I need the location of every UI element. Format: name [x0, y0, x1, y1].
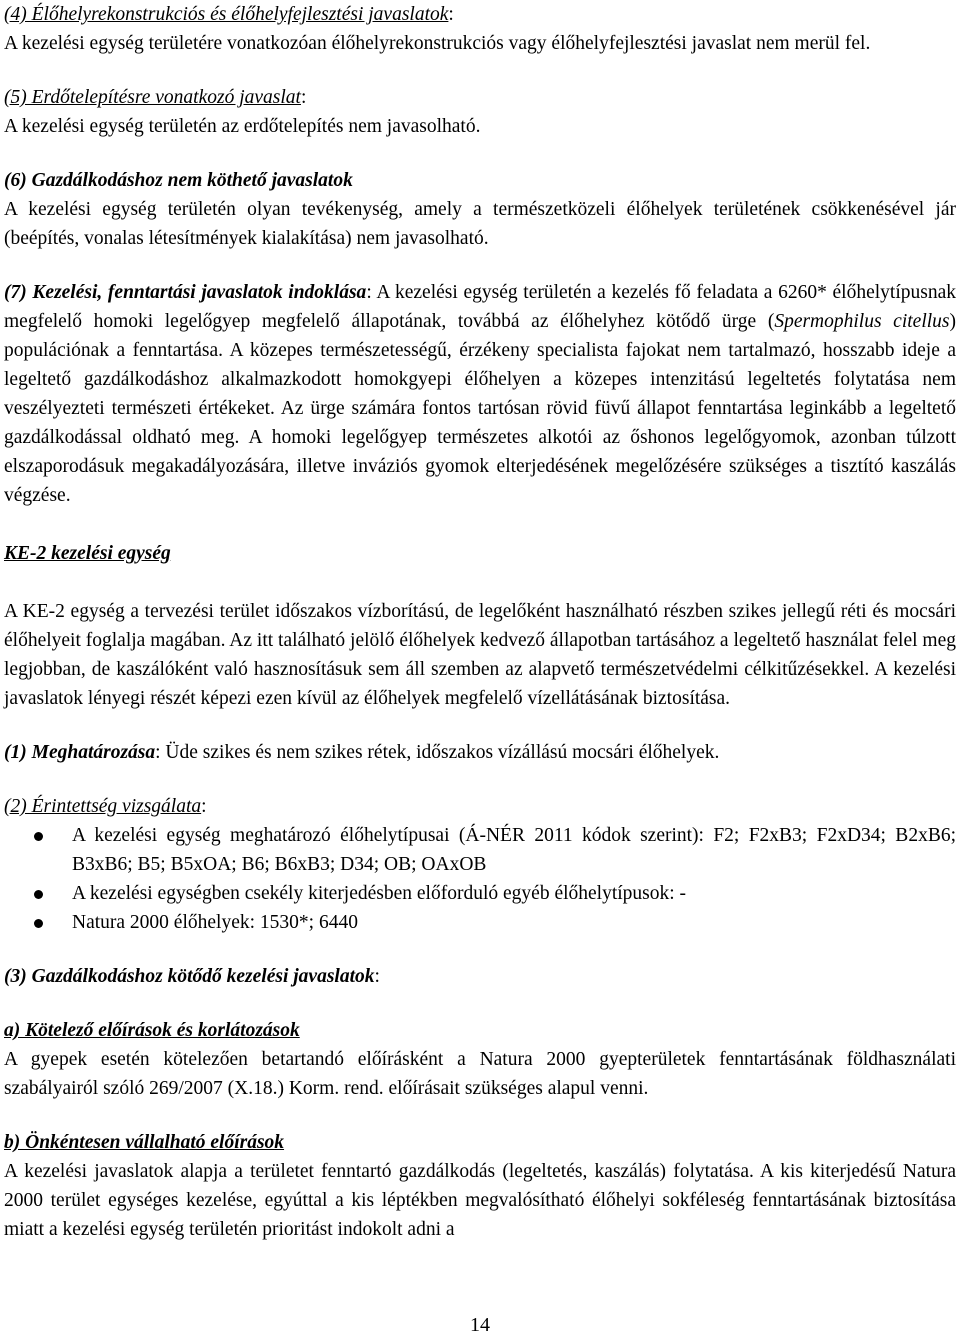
page-body	[4, 0, 956, 1244]
list-item-text: Natura 2000 élőhelyek: 1530*; 6440	[72, 912, 358, 933]
section-7-text-a: : A kezelési egység területén a kezelés fő feladata a 6260* élőhelytípusnak megfelelő homoki legelőgyep megfelelő állapotának, továbbá az élőhelyhez kötődő ürge (	[4, 282, 957, 332]
section-6-text: A kezelési egység területén olyan tevékenység, amely a természetközeli élőhelyek területének csökkenésével jár (beépítés, vonalas létesítmények kialakítása) nem javasolható.	[4, 199, 956, 249]
species-name: Spermophilus citellus	[774, 311, 950, 332]
list-item	[4, 821, 956, 879]
section-5-text: A kezelési egység területén az erdőtelepítés nem javasolható.	[4, 116, 481, 137]
section-6-heading: (6) Gazdálkodáshoz nem köthető javaslatok	[4, 170, 353, 191]
ke2-section-1-text: : Üde szikes és nem szikes rétek, időszakos vízállású mocsári élőhelyek.	[155, 742, 720, 763]
ke2-section-1-heading: (1) Meghatározása	[4, 742, 156, 763]
ke2-section-2-colon: :	[201, 796, 207, 817]
section-4-heading: (4) Élőhelyrekonstrukciós és élőhelyfejlesztési javaslatok	[4, 4, 449, 25]
ke2-section-1	[4, 738, 956, 767]
section-4-text: A kezelési egység területére vonatkozóan élőhelyrekonstrukciós vagy élőhelyfejlesztési javaslat nem merül fel.	[4, 33, 871, 54]
subsection-b	[4, 1128, 956, 1244]
list-item	[4, 879, 956, 908]
section-4-colon: :	[448, 4, 454, 25]
ke2-title: KE-2 kezelési egység	[4, 543, 171, 564]
ke2-section-3-heading: (3) Gazdálkodáshoz kötődő kezelési javaslatok	[4, 966, 375, 987]
bullet-icon	[34, 832, 43, 841]
list-item-text: A kezelési egység meghatározó élőhelytípusai (Á-NÉR 2011 kódok szerint): F2; F2xB3; F2xD34; B2xB6; B3xB6; B5; B5xOA; B6; B6xB3; D34; OB; OAxOB	[72, 825, 956, 875]
habitat-bullet-list	[4, 821, 956, 937]
section-5-colon: :	[300, 87, 307, 108]
bullet-icon	[34, 890, 43, 899]
ke2-intro: A KE-2 egység a tervezési terület időszakos vízborítású, de legelőként használható részben szikes jellegű réti és mocsári élőhelyeit foglalja magában. Az itt található jelölő élőhelyek kedvező állapotban tartásához a legeltető használat felel meg legjobban, de kaszálóként való hasznosításuk sem áll szemben az alapvető természetvédelmi célkitűzésekkel. A kezelési javaslatok lényegi részét képezi ezen kívül az élőhelyek megfelelő vízellátásának biztosítása.	[4, 601, 956, 709]
subsection-a-text: A gyepek esetén kötelezően betartandó előírásként a Natura 2000 gyepterületek fenntartásának földhasználati szabályairól szóló 269/2007 (X.18.) Korm. rend. előírásait szükséges alapul venni.	[4, 1049, 956, 1099]
section-7	[4, 278, 956, 510]
ke2-section-2-heading-line	[4, 792, 956, 821]
ke2-title-line	[4, 539, 956, 568]
ke2-section-3-heading-line	[4, 962, 956, 991]
list-item	[4, 908, 956, 937]
subsection-b-heading: b) Önkéntesen vállalható előírások	[4, 1132, 285, 1153]
list-item-text: A kezelési egységben csekély kiterjedésben előforduló egyéb élőhelytípusok: -	[72, 883, 687, 904]
subsection-b-text: A kezelési javaslatok alapja a területet fenntartó gazdálkodás (legeltetés, kaszálás) folytatása. A kis kiterjedésű Natura 2000 terület egységes kezelése, egyúttal a kis léptékben megvalósítható élőhelyi sokféleség fenntartásának biztosítása miatt a kezelési egység területén prioritást indokolt adni a	[4, 1161, 956, 1240]
section-5-heading: (5) Erdőtelepítésre vonatkozó javaslat	[4, 87, 301, 108]
bullet-icon	[34, 919, 43, 928]
section-7-heading: (7) Kezelési, fenntartási javaslatok indoklása	[4, 282, 367, 303]
section-4	[4, 0, 956, 58]
section-5	[4, 83, 956, 141]
section-7-text-b: ) populációnak a fenntartása. A közepes természetességű, érzékeny specialista fajokat nem tartalmazó, hosszabb ideje a legeltető gazdálkodáshoz alkalmazkodott homokgyepi élőhelyen a közepes intenzitású legeltetés folytatása nem veszélyezteti természeti értékeket. Az ürge számára fontos tartósan rövid füvű állapot fenntartása leginkább a legeltető gazdálkodással oldható meg. A homoki legelőgyep természetes alkotói az őshonos legelőgyomok, azonban túlzott elszaporodásuk megakadályozására, illetve inváziós gyomok elterjedésének megelőzésére szükséges a tisztító kaszálás végzése.	[4, 311, 956, 506]
subsection-a	[4, 1016, 956, 1103]
ke2-section-2-heading: (2) Érintettség vizsgálata	[4, 796, 202, 817]
ke2-section-3-colon: :	[374, 966, 380, 987]
page-number: 14	[470, 1314, 490, 1336]
subsection-a-heading: a) Kötelező előírások és korlátozások	[4, 1020, 300, 1041]
section-6	[4, 166, 956, 253]
